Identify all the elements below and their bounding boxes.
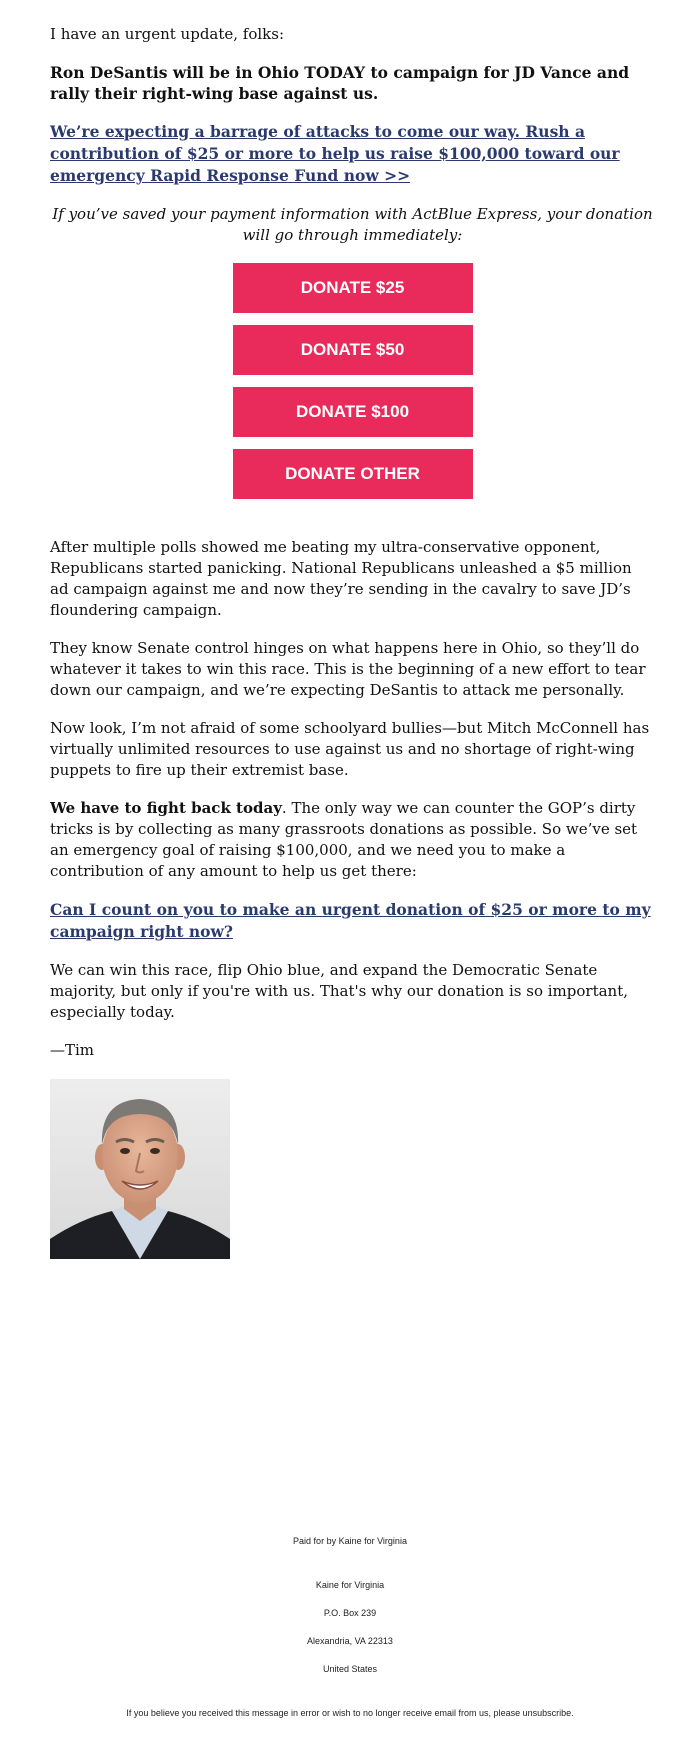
footer-org-name: Kaine for Virginia: [315, 1580, 385, 1590]
actblue-express-note: If you’ve saved your payment information with ActBlue Express, your donation will go through immediately:: [52, 205, 653, 244]
donate-50-button[interactable]: DONATE $50: [233, 325, 473, 375]
signature: —Tim: [50, 1041, 95, 1059]
email-footer: [0, 1527, 700, 1727]
donate-25-button[interactable]: DONATE $25: [233, 263, 473, 313]
candidate-portrait-photo: [50, 1079, 230, 1259]
body-paragraph-3: Now look, I’m not afraid of some schoolyard bullies—but Mitch McConnell has virtually unlimited resources to use against us and no shortage of right-wing puppets to fire up their extremist base.: [50, 719, 650, 779]
email-body: [50, 24, 655, 1259]
donate-link-rapid-response[interactable]: We’re expecting a barrage of attacks to come our way. Rush a contribution of $25 or more to help us raise $100,000 toward our emergency Rapid Response Fund now >>: [50, 122, 620, 185]
cta-paragraph-1: [50, 121, 655, 187]
cta-paragraph-2: [50, 899, 655, 943]
headline: Ron DeSantis will be in Ohio TODAY to campaign for JD Vance and rally their right-wing base against us.: [50, 63, 630, 103]
body-paragraph-4-rest: . The only way we can counter the GOP’s dirty tricks is by collecting as many grassroots donations as possible. So we’ve set an emergency goal of raising $100,000, and we need you to make a contribution of any amount to help us get there:: [50, 799, 638, 880]
footer-po-box: P.O. Box 239: [323, 1608, 377, 1618]
footer-country: United States: [322, 1664, 378, 1674]
donate-100-button[interactable]: DONATE $100: [233, 387, 473, 437]
unsubscribe-note[interactable]: If you believe you received this message in error or wish to no longer receive email from us, please unsubscribe.: [126, 1708, 574, 1718]
donate-button-group: [50, 263, 655, 511]
footer-city-state-zip: Alexandria, VA 22313: [307, 1636, 393, 1646]
body-paragraph-1: After multiple polls showed me beating my ultra-conservative opponent, Republicans started panicking. National Republicans unleashed a $5 million ad campaign against me and now they’re sending in the cavalry to save JD’s floundering campaign.: [50, 538, 632, 619]
urgent-donation-link[interactable]: Can I count on you to make an urgent donation of $25 or more to my campaign right now?: [50, 900, 651, 941]
body-paragraph-2: They know Senate control hinges on what happens here in Ohio, so they’ll do whatever it takes to win this race. This is the beginning of a new effort to tear down our campaign, and we’re expecting DeSantis to attack me personally.: [50, 639, 646, 699]
donate-other-button[interactable]: DONATE OTHER: [233, 449, 473, 499]
greeting: I have an urgent update, folks:: [50, 25, 285, 43]
paid-for-disclaimer: Paid for by Kaine for Virginia: [293, 1536, 407, 1546]
fight-back-emphasis: We have to fight back today: [50, 799, 282, 817]
body-paragraph-4: [50, 798, 655, 882]
body-paragraph-5: We can win this race, flip Ohio blue, and expand the Democratic Senate majority, but only if you're with us. That's why our donation is so important, especially today.: [50, 961, 628, 1021]
